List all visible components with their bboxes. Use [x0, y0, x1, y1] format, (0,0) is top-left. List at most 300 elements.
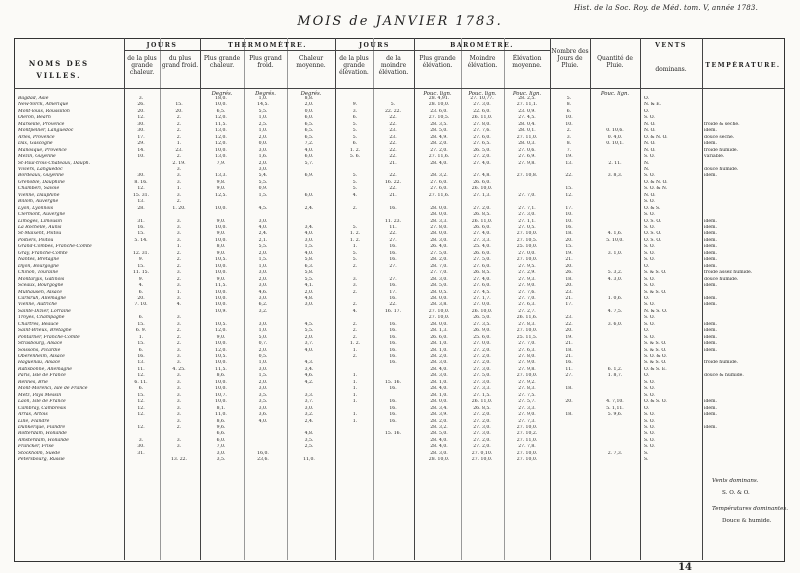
cell-temp: idem.	[704, 250, 717, 256]
col-header: Chaleur moyenne.	[296, 55, 326, 69]
cell-p1: 8.	[566, 102, 572, 108]
cell-e1: 5.	[352, 173, 358, 179]
cell-b1: 28. 10,0.	[428, 457, 450, 463]
cell-t3: 8,8.	[304, 96, 314, 101]
cell-t3: 3,2.	[304, 412, 314, 418]
cell-d1: 6.	[138, 347, 144, 353]
cell-e1: 1.	[352, 392, 358, 398]
cell-w: S. O.	[644, 386, 655, 392]
cell-b1: 23. 6,0.	[430, 108, 448, 114]
cell-e2: 16.	[389, 386, 397, 392]
cell-b1: 28. 4,91.	[428, 96, 450, 101]
cell-b1: 28. 3,4.	[430, 405, 448, 411]
cell-p2: 1. 0,6.	[607, 295, 623, 301]
cell-t3: 6,5.	[304, 134, 314, 140]
cell-p1: 16.	[565, 360, 573, 366]
cell-d1: 7. 10.	[134, 302, 148, 308]
city-name: Billom, Auvergne	[18, 199, 59, 205]
cell-e2: 27.	[389, 276, 397, 282]
cell-t2: 2,1.	[258, 237, 268, 243]
cell-b1: 28. 3,0.	[430, 237, 448, 243]
city-name: Ratisbonne, Allemagne	[18, 366, 72, 372]
cell-d1: 1.	[138, 334, 144, 340]
header-rule	[14, 88, 784, 89]
cell-d2: 3.	[176, 179, 182, 185]
cell-p2: 3. 6,0.	[607, 321, 623, 327]
col-header: de la plus grande élévation.	[339, 55, 369, 76]
cell-d2: 2.	[176, 328, 182, 334]
cell-d2: 3.	[176, 392, 182, 398]
group-rule	[124, 50, 550, 51]
cell-temp: idem.	[704, 283, 717, 289]
cell-b3: 27. 9,5.	[518, 263, 536, 269]
cell-t2: 2,0.	[258, 250, 268, 256]
cell-d2: 3.	[176, 399, 182, 405]
cell-b2: 27. 4,8.	[473, 173, 491, 179]
cell-d1: 15.	[137, 392, 145, 398]
cell-e2: 15. 16.	[384, 431, 402, 437]
cell-d2: 2.	[176, 276, 182, 282]
cell-t1: 11,5.	[215, 121, 227, 127]
cell-t2: 2,0.	[258, 347, 268, 353]
city-name: Laon, Isle de France	[18, 399, 66, 405]
cell-p2: 4. 1,6.	[607, 231, 623, 237]
col-header: Élévation moyenne.	[512, 55, 542, 69]
city-name: Poitiers, Poitou	[18, 237, 54, 243]
city-name: Stockholm, Suède	[18, 450, 61, 456]
cell-w: S. O.	[644, 212, 655, 218]
cell-t3: 4,2.	[304, 379, 314, 385]
cell-d1: 3.	[138, 96, 144, 101]
cell-d2: 3.	[176, 405, 182, 411]
cell-w: S. O.	[644, 115, 655, 121]
cell-d2: 2.	[176, 341, 182, 347]
cell-temp: douce humide.	[704, 166, 739, 172]
cell-t1: 10,0.	[215, 237, 227, 243]
cell-b3: 27. 7,8.	[518, 444, 536, 450]
cell-e2: 16.	[389, 328, 397, 334]
cell-t1: 10,5.	[215, 354, 227, 359]
cell-t3: 4,8.	[304, 431, 314, 437]
cell-d2: 3.	[176, 173, 182, 179]
cell-e2: 22. 22.	[384, 108, 402, 114]
cell-p1: 20.	[565, 237, 573, 243]
cell-d1: 6. 11.	[134, 379, 148, 385]
cell-p2: 2. 7,3.	[607, 450, 623, 456]
cell-t2: 16,0.	[257, 450, 269, 456]
group-jours: JOURS	[146, 42, 178, 49]
cell-t2: 2,0.	[258, 160, 268, 166]
cell-e1: 4.	[352, 308, 358, 314]
col-header: de la plus grande chaleur.	[127, 55, 157, 76]
cell-e2: 17.	[389, 289, 397, 295]
cell-d2: 3.	[176, 379, 182, 385]
cell-b3: 27. 3,3.	[518, 405, 536, 411]
cell-t1: 3,5.	[216, 457, 226, 463]
cell-e2: 16.	[389, 205, 397, 211]
cell-t1: 9,0.	[216, 231, 226, 237]
col-header: de la moindre élévation.	[378, 55, 409, 76]
cell-t3: 2,4.	[304, 205, 314, 211]
city-name: Bagdad, Asie	[18, 96, 49, 101]
cell-e1: 5.	[352, 128, 358, 134]
cell-t1: 10,0.	[215, 225, 227, 230]
cell-b3: 28. 2,5.	[518, 96, 536, 101]
unit-label: Degrés.	[211, 91, 233, 97]
cell-w: S. O.	[644, 244, 655, 250]
cell-t2: 0,9.	[258, 186, 268, 192]
cell-t3: 4,0.	[304, 347, 314, 353]
cell-d2: 2.	[176, 199, 182, 205]
cell-e2: 16.	[389, 295, 397, 301]
cell-e2: 16.	[389, 283, 397, 289]
city-name: Amsterdam, Hollande	[18, 437, 69, 443]
cell-t1: 12,0.	[215, 134, 227, 140]
cell-e2: 21.	[389, 192, 397, 198]
cell-d2: 3.	[176, 166, 182, 172]
cell-temp: idem.	[704, 295, 717, 301]
cell-d2: 3.	[176, 360, 182, 366]
cell-b3: 27. 11,0.	[516, 134, 538, 140]
city-name: Arras, Artois	[18, 412, 48, 418]
cell-w: O. & N. O.	[644, 179, 668, 185]
cell-d2: 3.	[176, 192, 182, 198]
cell-b1: 28. 0,0.	[430, 231, 448, 237]
group-jours-2: JOURS	[359, 42, 390, 49]
cell-b2: 26. 6,0.	[473, 250, 491, 256]
cell-w: N.	[644, 166, 650, 172]
cell-d2: 3.	[176, 225, 182, 230]
cell-temp: idem.	[704, 328, 717, 334]
cell-d1: 6.	[138, 289, 144, 295]
cell-e2: 11.	[389, 225, 397, 230]
cell-t2: 0,7.	[258, 341, 268, 347]
cell-w: S. O.	[644, 173, 655, 179]
cell-t3: 6,0.	[304, 115, 314, 121]
cell-w: S. O.	[644, 418, 655, 424]
cell-p1: 19.	[565, 154, 573, 160]
cell-b1: 28. 3,0.	[430, 360, 448, 366]
cell-w: O.	[644, 373, 649, 379]
unit-label: Pouc. lign.	[423, 91, 452, 97]
cell-b2: 26. 9,0.	[473, 328, 491, 334]
cell-b3: 27. 10,0.	[516, 257, 538, 263]
cell-e2: 23.	[389, 134, 397, 140]
city-name: Rennes, Brie	[18, 379, 48, 385]
cell-b2: 27. 2,0.	[473, 154, 491, 160]
cell-b3: 28. 0,3.	[518, 141, 536, 147]
cell-d1: 28.	[137, 205, 145, 211]
cell-b2: 27. 2,0.	[473, 347, 491, 353]
city-name: Chambéri, Savoie	[18, 186, 60, 192]
cell-t2: 2,0.	[258, 134, 268, 140]
cell-p1: 10.	[565, 212, 573, 218]
cell-b2: 27. 10,0.	[471, 457, 493, 463]
cell-p1: 27.	[565, 373, 573, 379]
cell-b3: 27. 2,7.	[518, 308, 536, 314]
cell-b1: 27. 6,0.	[430, 186, 448, 192]
cell-e1: 6.	[352, 141, 358, 147]
city-name: Cambray, Cambrésis	[18, 405, 67, 411]
cell-t3: 3,4.	[304, 366, 314, 372]
cell-b1: 28. 0,0.	[430, 295, 448, 301]
cell-b1: 28. 5,0.	[430, 431, 448, 437]
cell-w: S. O.	[644, 392, 655, 398]
cell-t3: 5,8.	[304, 270, 314, 276]
cell-t1: 8,6.	[216, 373, 226, 379]
cell-t2: 4,5.	[258, 205, 268, 211]
cell-t3: 4,1.	[304, 283, 314, 289]
cell-p2: 0. 10,1.	[606, 141, 624, 147]
cell-t2: 1,0.	[258, 128, 268, 134]
cell-e1: 4.	[352, 192, 358, 198]
cell-temp: idem.	[704, 412, 717, 418]
legend-vents-label: Vents dominans.	[712, 478, 759, 484]
cell-temp: froide humide.	[704, 147, 739, 153]
cell-e1: 1.	[352, 386, 358, 392]
cell-d1: 16.	[137, 354, 145, 359]
cell-d2: 1.	[176, 186, 182, 192]
cell-b2: 27. 6,0.	[473, 134, 491, 140]
cell-d2: 4.	[176, 302, 182, 308]
cell-w: S. O.	[644, 431, 655, 437]
city-name: Viviers, Languedoc	[18, 166, 63, 172]
cell-p2: 2. 11.	[608, 160, 622, 166]
cell-b1: 27. 10,5.	[428, 115, 450, 121]
city-name: Haguenau, Alsace	[18, 360, 61, 366]
cell-t1: 12,0.	[215, 115, 227, 121]
cell-p1: 2.	[566, 128, 572, 134]
city-name: Pontarlier, Franche-Comté	[18, 334, 80, 340]
cell-b2: 25. 6,0.	[473, 334, 491, 340]
cell-t1: 11,0.	[215, 412, 227, 418]
cell-t2: 2,0.	[258, 276, 268, 282]
page-title: MOIS de JANVIER 1783.	[297, 14, 503, 29]
cell-d2: 3.	[176, 347, 182, 353]
cell-d1: 6.	[138, 315, 144, 321]
cell-d1: 4.	[138, 283, 144, 289]
cell-e2: 22.	[389, 231, 397, 237]
cell-e1: 5.	[352, 121, 358, 127]
cell-b3: 27. 0,0.	[518, 250, 536, 256]
cell-b2: 27. 3,0.	[473, 424, 491, 430]
cell-t1: 10,0.	[215, 386, 227, 392]
cell-e2: 16.	[389, 399, 397, 405]
cell-b1: 27. 2,0.	[430, 147, 448, 153]
cell-p1: 15.	[565, 186, 573, 192]
cell-b1: 28. 0,0.	[430, 205, 448, 211]
cell-w: O.	[644, 295, 649, 301]
cell-p1: 7.	[566, 147, 572, 153]
cell-t1: 10,0.	[215, 263, 227, 269]
cell-b2: 27. 4,0.	[473, 231, 491, 237]
cell-w: O.	[644, 328, 649, 334]
cell-t1: 7,0.	[216, 444, 226, 450]
cell-p1: 21.	[565, 257, 573, 263]
cell-e1: 5. 6.	[349, 154, 361, 160]
cell-e2: 16.	[389, 257, 397, 263]
cell-w: S.	[644, 450, 649, 456]
cell-d1: 8. 16.	[134, 179, 148, 185]
cell-b3: 27. 10,5.	[516, 237, 538, 243]
cell-temp: idem.	[704, 405, 717, 411]
cell-t3: 0,0.	[304, 108, 314, 114]
cell-p1: 19.	[565, 250, 573, 256]
cell-d2: 3.	[176, 412, 182, 418]
cell-p1: 10.	[565, 218, 573, 224]
cell-p1: 18.	[565, 231, 573, 237]
cell-t1: 13,0.	[215, 154, 227, 160]
legend-temp-value: Douce & humide.	[722, 518, 772, 524]
city-name: Troyes, Champagne	[18, 315, 65, 321]
cell-t1: 9,8.	[216, 179, 226, 185]
cell-t2: 3,6.	[258, 412, 268, 418]
cell-w: N. O.	[644, 192, 656, 198]
legend-temp-label: Températures dominantes.	[712, 506, 789, 512]
cell-p1: 16.	[565, 225, 573, 230]
cell-e1: 5.	[352, 179, 358, 185]
cell-w: S. O.	[644, 283, 655, 289]
city-name: Vienne, Dauphiné	[18, 192, 60, 198]
cell-d1: 12.	[137, 412, 145, 418]
cell-d1: 11. 15.	[132, 270, 150, 276]
cell-t2: 6,2.	[258, 302, 268, 308]
cell-t1: 6,6.	[216, 431, 226, 437]
cell-d1: 20.	[137, 108, 145, 114]
cell-p1: 21.	[565, 354, 573, 359]
cell-temp: idem.	[704, 231, 717, 237]
group-vents: VENTS	[655, 42, 687, 49]
cell-b3: 27. 6,9.	[518, 154, 536, 160]
cell-e2: 22.	[389, 186, 397, 192]
cell-b1: 28. 3,8.	[430, 302, 448, 308]
cell-t2: 5,0.	[258, 334, 268, 340]
cell-b1: 28. 0,0.	[430, 399, 448, 405]
cell-b3: 27. 9,3.	[518, 276, 536, 282]
cell-temp: froide humide.	[704, 360, 739, 366]
cell-b2: 26. 8,5.	[473, 405, 491, 411]
col-header: Quantité de Pluie.	[597, 55, 633, 69]
cell-p1: 10.	[565, 115, 573, 121]
cell-e1: 1.	[352, 399, 358, 405]
cell-w: O.	[644, 405, 649, 411]
cell-temp: idem.	[704, 302, 717, 308]
cell-b2: 27. 3,3.	[473, 237, 491, 243]
cell-t1: 9,0.	[216, 250, 226, 256]
cell-temp: douce sèche.	[704, 134, 735, 140]
cell-e1: 5.	[352, 250, 358, 256]
cell-d2: 2.	[176, 263, 182, 269]
cell-e2: 21.	[389, 160, 397, 166]
city-name: Pétersbourg, Russie	[18, 457, 65, 463]
cell-e2: 16.	[389, 321, 397, 327]
unit-label: Degrés.	[300, 91, 322, 97]
cell-t3: 2,0.	[304, 102, 314, 108]
cell-t2: 1,0.	[258, 263, 268, 269]
cell-w: S. O.	[644, 321, 655, 327]
cell-temp: idem.	[704, 128, 717, 134]
cell-b1: 26. 6,0.	[430, 334, 448, 340]
col-header: dominans.	[655, 66, 687, 73]
city-name: Sceaux, Bourgogne	[18, 283, 64, 289]
cell-e1: 1.	[352, 373, 358, 379]
cell-b3: 27. 11,1.	[516, 102, 538, 108]
cell-d2: 20.	[175, 108, 183, 114]
cell-b3: 27. 10,0.	[516, 457, 538, 463]
cell-b2: 27. 2,0.	[473, 360, 491, 366]
cell-b1: 28. 0,5.	[430, 289, 448, 295]
city-name: Chinon, Touraine	[18, 270, 59, 276]
cell-w: N. O.	[644, 128, 656, 134]
cell-p2: 0. 10,6.	[606, 128, 624, 134]
cell-t2: 1,5.	[258, 192, 268, 198]
cell-d2: 3.	[176, 444, 182, 450]
cell-p1: 20.	[565, 328, 573, 334]
cell-d2: 23.	[175, 147, 183, 153]
cell-e2: 22.	[389, 302, 397, 308]
cell-b1: 28. 2,0.	[430, 257, 448, 263]
cell-b3: 27. 2,9.	[518, 270, 536, 276]
city-name: Mont-louis, Roussillon	[18, 108, 70, 114]
cell-t2: 0,0.	[258, 141, 268, 147]
cell-w: S. & S. O.	[644, 347, 667, 353]
cell-d1: 13.	[137, 360, 145, 366]
cell-p2: 1. 8,7.	[607, 373, 623, 379]
cell-b1: 28. 1,0.	[430, 347, 448, 353]
cell-b1: 26. 4,0.	[430, 244, 448, 250]
cell-b2: 27. 7,6.	[473, 128, 491, 134]
legend-vents-value: S. O. & O.	[722, 490, 750, 496]
cell-p2: 3. 8,3.	[607, 173, 623, 179]
cell-d2: 3.	[176, 354, 182, 359]
cell-b2: 26. 11,0.	[471, 218, 493, 224]
cell-t1: 13,3.	[215, 173, 227, 179]
cell-d2: 2.	[176, 134, 182, 140]
cell-temp: idem.	[704, 225, 717, 230]
cell-t1: 12,0.	[215, 141, 227, 147]
cell-temp: froide assez humide.	[704, 270, 753, 276]
cell-t2: 1,0.	[258, 96, 268, 101]
cell-b1: 28. 1,0.	[430, 341, 448, 347]
city-name: Carlsruh, Allemagne	[18, 295, 66, 301]
cell-b3: 27. 7,0.	[518, 341, 536, 347]
cell-b1: 28. 4,0.	[430, 366, 448, 372]
cell-e2: 16.	[389, 341, 397, 347]
city-name: Oberenheim, Alsace	[18, 354, 65, 359]
cell-e1: 5.	[352, 225, 358, 230]
cell-temp: idem.	[704, 237, 717, 243]
cell-b3: 27. 0,5.	[518, 225, 536, 230]
cell-b2: 27. 1,5.	[473, 392, 491, 398]
cell-t2: 1,6.	[258, 154, 268, 160]
cell-w: S. O.	[644, 276, 655, 282]
cell-b3: 27. 9,2.	[518, 379, 536, 385]
cell-w: N. & S. O.	[644, 308, 668, 314]
cell-b2: 27. 0,0.	[473, 302, 491, 308]
cell-b2: 27. 3,0.	[473, 366, 491, 372]
cell-b2: 26. 5,0.	[473, 315, 491, 321]
cell-w: O. & S.	[644, 205, 661, 211]
cell-t1: 10,0.	[215, 379, 227, 385]
cell-b3: 28. 0,4.	[518, 121, 536, 127]
city-name: Rotterdam, Hollande	[18, 431, 67, 437]
cell-e1: 3.	[352, 108, 358, 114]
cell-temp: idem.	[704, 218, 717, 224]
cell-d1: 15.	[137, 321, 145, 327]
cell-p1: 18.	[565, 412, 573, 418]
cell-t2: 3,0.	[258, 283, 268, 289]
cell-t1: 8,6.	[216, 418, 226, 424]
